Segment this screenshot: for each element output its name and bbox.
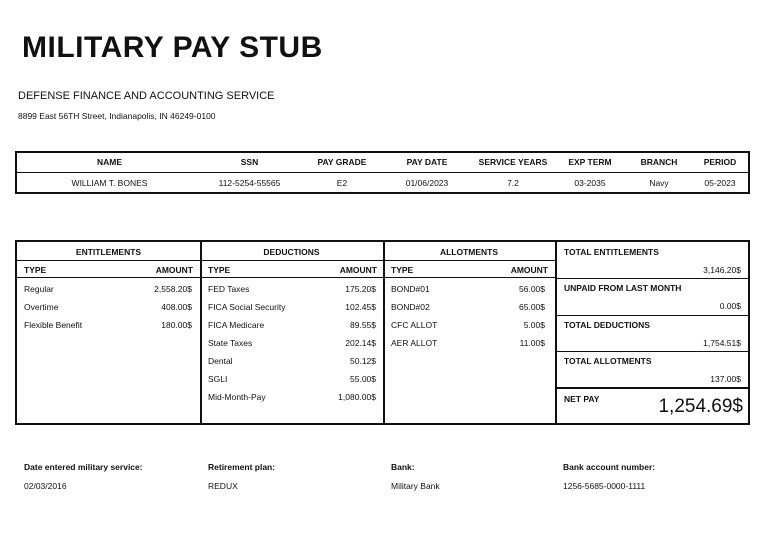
info-date-label: PAY DATE bbox=[406, 157, 448, 167]
info-date bbox=[392, 153, 462, 192]
info-name-value: WILLIAM T. BONES bbox=[71, 178, 148, 188]
summary-rule bbox=[555, 278, 748, 279]
info-grade bbox=[307, 153, 377, 192]
deduction-amount: 55.00$ bbox=[350, 374, 376, 384]
allotments-amount-header: AMOUNT bbox=[510, 265, 548, 275]
summary-rule bbox=[555, 315, 748, 316]
allotments-type-header: TYPE bbox=[391, 265, 414, 275]
net-pay-value: 1,254.69$ bbox=[658, 396, 743, 417]
entitlement-amount: 2,558.20$ bbox=[154, 284, 192, 294]
bank-value: Military Bank bbox=[391, 481, 440, 491]
allotment-type: CFC ALLOT bbox=[391, 320, 438, 330]
grid-divider bbox=[383, 242, 385, 423]
entitlements-amount-header: AMOUNT bbox=[155, 265, 193, 275]
deduction-type: Dental bbox=[208, 356, 233, 366]
info-years-label: SERVICE YEARS bbox=[478, 157, 548, 167]
grid-rule bbox=[17, 260, 555, 261]
total-deductions-value: 1,754.51$ bbox=[703, 338, 741, 348]
unpaid-label: UNPAID FROM LAST MONTH bbox=[564, 283, 682, 293]
entitlement-type: Regular bbox=[24, 284, 54, 294]
bank-account-label: Bank account number: bbox=[563, 462, 656, 472]
agency-address: 8899 East 56TH Street, Indianapolis, IN 46249-0100 bbox=[18, 111, 216, 121]
info-period-value: 05-2023 bbox=[704, 178, 736, 188]
retirement-plan-label: Retirement plan: bbox=[208, 462, 276, 472]
grid-divider bbox=[555, 242, 557, 423]
total-entitlements-value: 3,146.20$ bbox=[703, 265, 741, 275]
allotment-amount: 56.00$ bbox=[519, 284, 545, 294]
unpaid-value: 0.00$ bbox=[719, 301, 741, 311]
allotment-type: AER ALLOT bbox=[391, 338, 438, 348]
employee-info-table bbox=[15, 151, 750, 194]
deduction-amount: 102.45$ bbox=[345, 302, 376, 312]
page-title: MILITARY PAY STUB bbox=[22, 31, 323, 64]
retirement-plan-value: REDUX bbox=[208, 481, 238, 491]
entitlements-title: ENTITLEMENTS bbox=[75, 247, 142, 257]
service-date-value: 02/03/2016 bbox=[24, 481, 67, 491]
info-ssn-label: SSN bbox=[240, 157, 259, 167]
allotment-amount: 11.00$ bbox=[519, 338, 545, 348]
info-branch-label: BRANCH bbox=[640, 157, 678, 167]
allotment-amount: 5.00$ bbox=[523, 320, 545, 330]
allotment-type: BOND#01 bbox=[391, 284, 430, 294]
net-pay-label: NET PAY bbox=[564, 394, 600, 404]
allotment-type: BOND#02 bbox=[391, 302, 430, 312]
info-exp bbox=[560, 153, 620, 192]
entitlement-amount: 408.00$ bbox=[161, 302, 192, 312]
deduction-amount: 89.55$ bbox=[350, 320, 376, 330]
deduction-type: FICA Social Security bbox=[208, 302, 286, 312]
deduction-type: FED Taxes bbox=[208, 284, 250, 294]
bank-account-value: 1256-5685-0000-1111 bbox=[563, 481, 646, 491]
summary-rule bbox=[555, 351, 748, 352]
pay-breakdown-table bbox=[15, 240, 750, 425]
summary-rule bbox=[555, 387, 748, 389]
info-years bbox=[473, 153, 553, 192]
info-years-value: 7.2 bbox=[507, 178, 519, 188]
deduction-amount: 202.14$ bbox=[345, 338, 376, 348]
deductions-type-header: TYPE bbox=[208, 265, 231, 275]
allotment-amount: 65.00$ bbox=[519, 302, 545, 312]
info-exp-value: 03-2035 bbox=[574, 178, 606, 188]
entitlement-amount: 180.00$ bbox=[161, 320, 192, 330]
info-grade-value: E2 bbox=[336, 178, 348, 188]
entitlement-type: Flexible Benefit bbox=[24, 320, 83, 330]
deduction-type: State Taxes bbox=[208, 338, 253, 348]
info-date-value: 01/06/2023 bbox=[405, 178, 449, 188]
info-period-label: PERIOD bbox=[703, 157, 737, 167]
agency-name: DEFENSE FINANCE AND ACCOUNTING SERVICE bbox=[18, 90, 275, 102]
total-entitlements-label: TOTAL ENTITLEMENTS bbox=[564, 247, 659, 257]
entitlement-type: Overtime bbox=[24, 302, 59, 312]
deductions-title: DEDUCTIONS bbox=[263, 247, 320, 257]
info-branch bbox=[629, 153, 689, 192]
total-deductions-label: TOTAL DEDUCTIONS bbox=[564, 320, 650, 330]
total-allotments-label: TOTAL ALLOTMENTS bbox=[564, 356, 652, 366]
info-exp-label: EXP TERM bbox=[568, 157, 612, 167]
deduction-type: SGLI bbox=[208, 374, 228, 384]
service-date-label: Date entered military service: bbox=[24, 462, 143, 472]
deduction-amount: 1,080.00$ bbox=[338, 392, 376, 402]
allotments-title: ALLOTMENTS bbox=[439, 247, 499, 257]
info-ssn bbox=[207, 153, 292, 192]
info-name bbox=[52, 153, 167, 192]
info-name-label: NAME bbox=[96, 157, 123, 167]
deductions-amount-header: AMOUNT bbox=[339, 265, 377, 275]
grid-divider bbox=[200, 242, 202, 423]
deduction-amount: 175.20$ bbox=[345, 284, 376, 294]
bank-label: Bank: bbox=[391, 462, 415, 472]
entitlements-type-header: TYPE bbox=[24, 265, 47, 275]
deduction-type: FICA Medicare bbox=[208, 320, 265, 330]
total-allotments-value: 137.00$ bbox=[710, 374, 741, 384]
info-grade-label: PAY GRADE bbox=[317, 157, 367, 167]
info-branch-value: Navy bbox=[649, 178, 669, 188]
info-period bbox=[694, 153, 746, 192]
deduction-type: Mid-Month-Pay bbox=[208, 392, 266, 402]
deduction-amount: 50.12$ bbox=[350, 356, 376, 366]
info-ssn-value: 112-5254-55565 bbox=[218, 178, 281, 188]
grid-rule bbox=[17, 277, 555, 278]
